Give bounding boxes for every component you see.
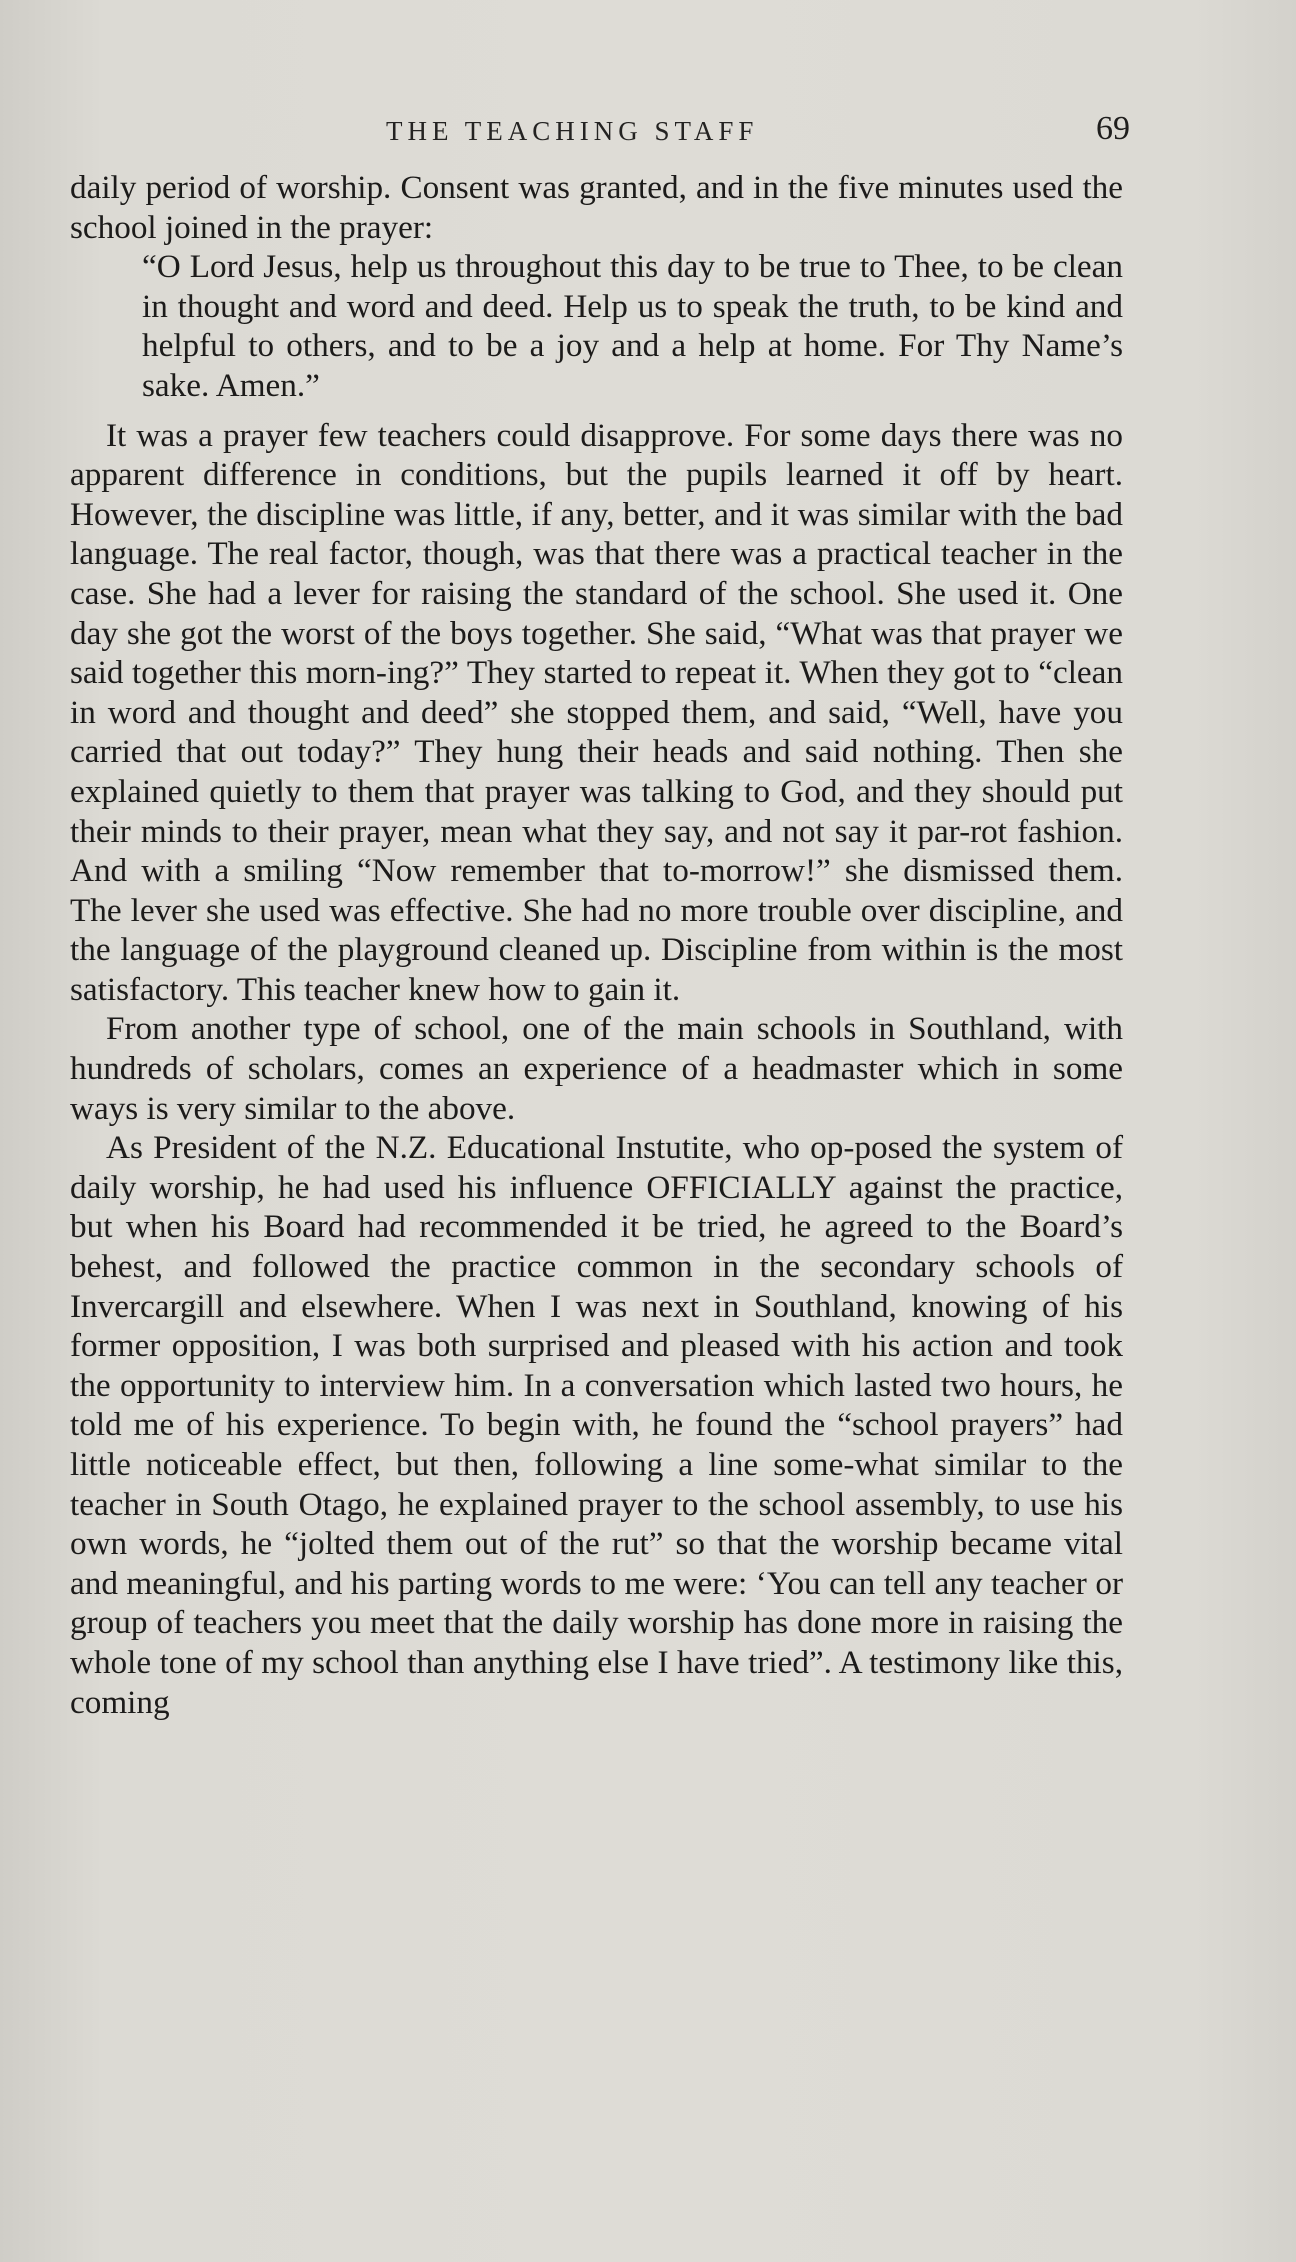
running-title: THE TEACHING STAFF bbox=[386, 116, 759, 146]
running-head bbox=[70, 112, 1130, 158]
prayer-quote: “O Lord Jesus, help us throughout this day to be true to Thee, to be clean in thought and word and deed. Help us to speak the truth, to be kind and helpful to others, and to be a joy and a help at home. For Thy Name’s sake. Amen.” bbox=[142, 248, 1123, 404]
paragraph-headmaster-testimony: As President of the N.Z. Educational Instutite, who op-posed the system of daily worship, he had used his influence OFFICIALLY against the practice, but when his Board had recommended it be tried, he agreed to the Board’s behest, and followed the practice common in the secondary schools of Invercargill and elsewhere. When I was next in Southland, knowing of his former opposition, I was both surprised and pleased with his action and took the opportunity to interview him. In a conversation which lasted two hours, he told me of his experience. To begin with, he found the “school prayers” had little noticeable effect, but then, following a line some-what similar to the teacher in South Otago, he explained prayer to the school assembly, to use his own words, he “jolted them out of the rut” so that the worship became vital and meaningful, and his parting words to me were: ‘You can tell any teacher or group of teachers you meet that the daily worship has done more in raising the whole tone of my school than anything else I have tried”. A testimony like this, coming bbox=[70, 1129, 1123, 1721]
paragraph-prayer-discipline: It was a prayer few teachers could disapprove. For some days there was no apparent difference in conditions, but the pupils learned it off by heart. However, the discipline was little, if any, better, and it was similar with the bad language. The real factor, though, was that there was a practical teacher in the case. She had a lever for raising the standard of the school. She used it. One day she got the worst of the boys together. She said, “What was that prayer we said together this morn-ing?” They started to repeat it. When they got to “clean in word and thought and deed” she stopped them, and said, “Well, have you carried that out today?” They hung their heads and said nothing. Then she explained quietly to them that prayer was talking to God, and they should put their minds to their prayer, mean what they say, and not say it par-rot fashion. And with a smiling “Now remember that to-morrow!” she dismissed them. The lever she used was effective. She had no more trouble over discipline, and the language of the playground cleaned up. Discipline from within is the most satisfactory. This teacher knew how to gain it. bbox=[70, 416, 1123, 1008]
page-number: 69 bbox=[1096, 110, 1130, 147]
paragraph-continuation: daily period of worship. Consent was granted, and in the five minutes used the school joined in the prayer: bbox=[70, 169, 1123, 246]
body-text bbox=[70, 168, 1123, 1722]
paragraph-southland-school: From another type of school, one of the main schools in Southland, with hundreds of scholars, comes an experience of a headmaster which in some ways is very similar to the above. bbox=[70, 1010, 1123, 1127]
